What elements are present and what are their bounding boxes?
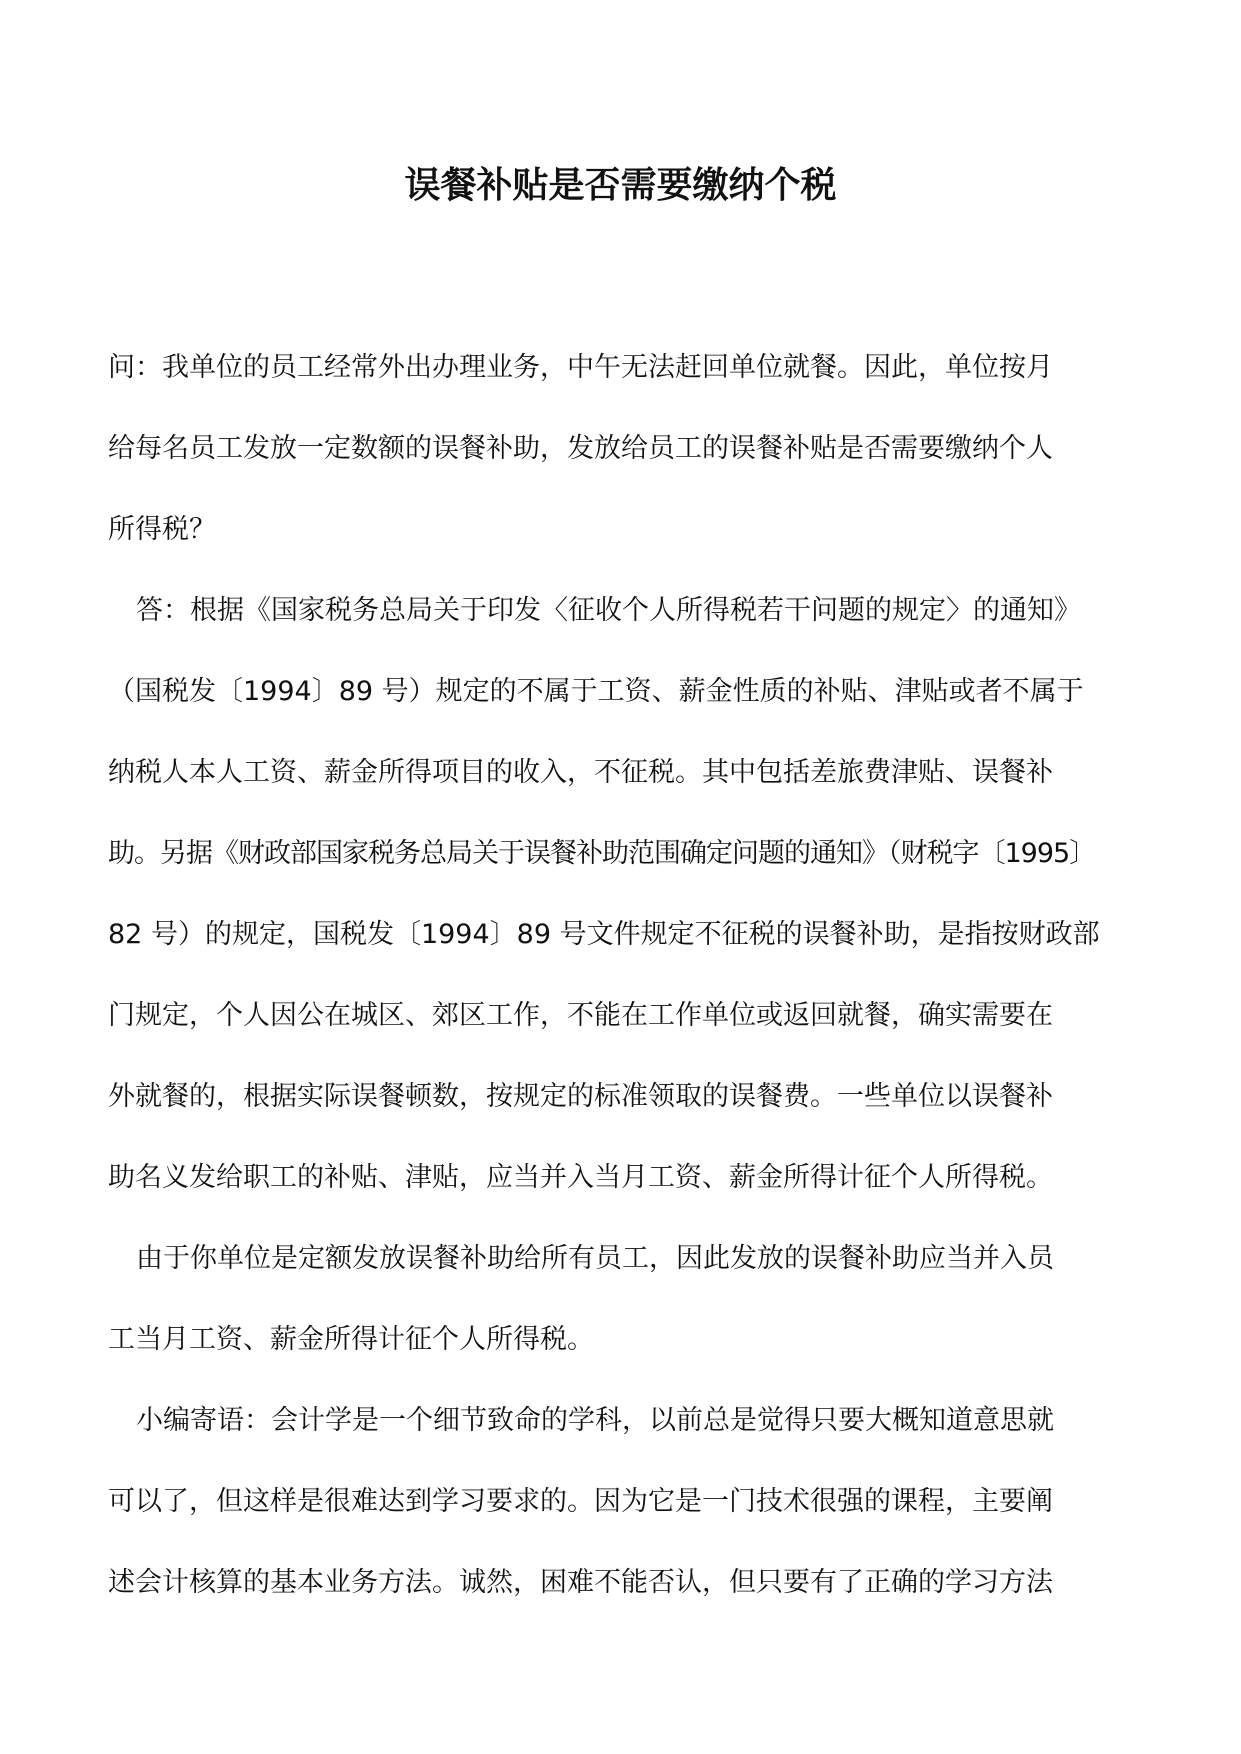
editor-note-line-1: 小编寄语：会计学是一个细节致命的学科，以前总是觉得只要大概知道意思就 <box>136 1405 1054 1436</box>
answer-line-3: 纳税人本人工资、薪金所得项目的收入，不征税。其中包括差旅费津贴、误餐补 <box>108 757 1053 788</box>
editor-note-line-2: 可以了，但这样是很难达到学习要求的。因为它是一门技术很强的课程，主要阐 <box>108 1486 1053 1517</box>
question-line-2: 给每名员工发放一定数额的误餐补助，发放给员工的误餐补贴是否需要缴纳个人 <box>108 433 1053 464</box>
answer-line-8: 助名义发给职工的补贴、津贴，应当并入当月工资、薪金所得计征个人所得税。 <box>108 1162 1053 1193</box>
answer-line-4: 助。另据《财政部国家税务总局关于误餐补助范围确定问题的通知》（财税字〔1995〕 <box>108 838 1096 869</box>
editor-note-line-3: 述会计核算的基本业务方法。诚然，困难不能否认，但只要有了正确的学习方法 <box>108 1567 1053 1598</box>
answer-line-6: 门规定，个人因公在城区、郊区工作，不能在工作单位或返回就餐，确实需要在 <box>108 1000 1053 1031</box>
answer-line-2: （国税发〔1994〕89 号）规定的不属于工资、薪金性质的补贴、津贴或者不属于 <box>108 676 1084 707</box>
answer-line-7: 外就餐的，根据实际误餐顿数，按规定的标准领取的误餐费。一些单位以误餐补 <box>108 1081 1053 1112</box>
document-title: 误餐补贴是否需要缴纳个税 <box>404 165 837 206</box>
question-line-1: 问：我单位的员工经常外出办理业务，中午无法赶回单位就餐。因此，单位按月 <box>108 352 1053 383</box>
conclusion-line-2: 工当月工资、薪金所得计征个人所得税。 <box>108 1324 594 1355</box>
answer-line-5: 82 号）的规定，国税发〔1994〕89 号文件规定不征税的误餐补助，是指按财政部 <box>108 919 1100 950</box>
answer-line-1: 答：根据《国家税务总局关于印发〈征收个人所得税若干问题的规定〉的通知》 <box>136 595 1081 626</box>
conclusion-line-1: 由于你单位是定额发放误餐补助给所有员工，因此发放的误餐补助应当并入员 <box>136 1243 1054 1274</box>
question-line-3: 所得税？ <box>108 514 216 545</box>
document-body <box>108 338 1138 1634</box>
